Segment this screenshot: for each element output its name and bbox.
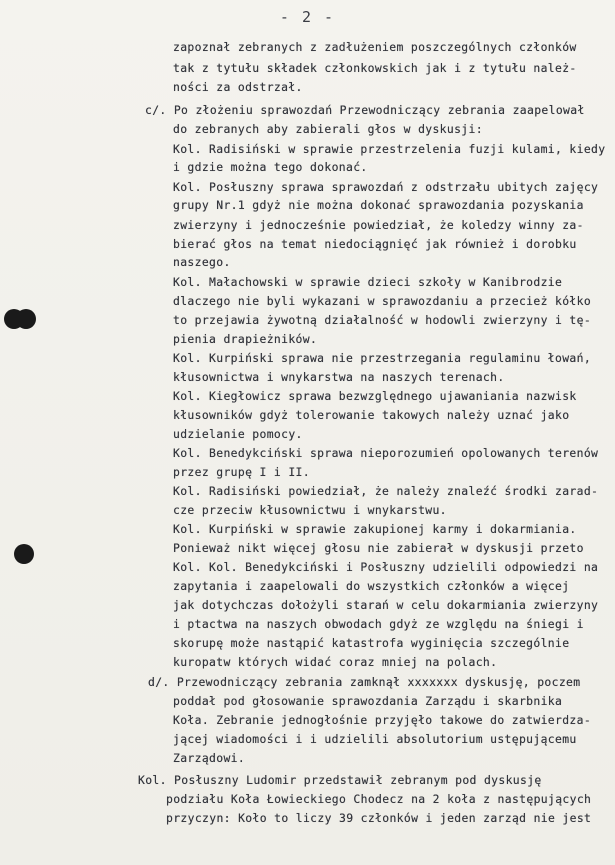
text-line: przez grupę I i II. — [173, 465, 310, 479]
text-line: cze przeciw kłusownictwu i wnykarstwu. — [173, 503, 447, 517]
text-line: tak z tytułu składek członkowskich jak i z tytułu należ- — [173, 61, 577, 75]
text-line: grupy Nr.1 gdyż nie można dokonać sprawozdania pozyskania — [173, 198, 584, 212]
text-line: jącej wiadomości i i udzielili absolutorium ustępującemu — [173, 732, 577, 746]
text-line: Kol. Kiegłowicz sprawa bezwzględnego ujawaniania nazwisk — [173, 389, 577, 403]
text-line: skorupę może nastąpić katastrofa wyginięcia szczególnie — [173, 636, 570, 650]
text-line: dlaczego nie byli wykazani w sprawozdaniu a przecież kółko — [173, 294, 592, 308]
text-line: poddał pod głosowanie sprawozdania Zarządu i skarbnika — [173, 694, 563, 708]
text-line: kuropatw których widać coraz mniej na polach. — [173, 655, 498, 669]
text-line: Kol. Kol. Benedykciński i Posłuszny udzielili odpowiedzi na — [173, 560, 599, 574]
text-line: Ponieważ nikt więcej głosu nie zabierał w dyskusji przeto — [173, 541, 584, 555]
text-line: kłusowników gdyż tolerowanie takowych należy uznać jako — [173, 408, 570, 422]
text-line: do zebranych aby zabierali głos w dyskusji: — [173, 122, 483, 136]
text-line: zapytania i zaapelowali do wszystkich członków a więcej — [173, 579, 570, 593]
text-line: ności za odstrzał. — [173, 80, 303, 94]
text-line: c/. Po złożeniu sprawozdań Przewodniczący zebrania zaapelował — [145, 103, 585, 117]
text-line: podziału Koła Łowieckiego Chodecz na 2 koła z następujących — [166, 792, 592, 806]
text-line: jak dotychczas dołożyli starań w celu dokarmiania zwierzyny — [173, 598, 599, 612]
text-line: i gdzie można tego dokonać. — [173, 160, 368, 174]
text-line: Kol. Radisiński w sprawie przestrzelenia fuzji kulami, kiedy — [173, 142, 606, 156]
text-line: d/. Przewodniczący zebrania zamknął xxxxxxx dyskusję, poczem — [148, 675, 581, 689]
text-line: i ptactwa na naszych obwodach gdyż ze względu na śniegi i — [173, 617, 584, 631]
text-line: Kol. Posłuszny sprawa sprawozdań z odstrzału ubitych zajęcy — [173, 180, 599, 194]
text-line: Kol. Małachowski w sprawie dzieci szkoły w Kanibrodzie — [173, 275, 563, 289]
text-line: Kol. Kurpiński sprawa nie przestrzegania regulaminu łowań, — [173, 351, 592, 365]
punch-hole-bottom — [14, 544, 34, 564]
text-line: to przejawia żywotną działalność w hodowli zwierzyny i tę- — [173, 313, 592, 327]
text-line: zapoznał zebranych z zadłużeniem poszczególnych członków — [173, 40, 577, 54]
page-number: - 2 - — [279, 8, 336, 26]
text-line: Kol. Radisiński powiedział, że należy znaleźć środki zarad- — [173, 484, 599, 498]
text-line: przyczyn: Koło to liczy 39 członków i jeden zarząd nie jest — [166, 811, 592, 825]
text-line: udzielanie pomocy. — [173, 427, 303, 441]
punch-hole-middle — [16, 309, 36, 329]
text-line: zwierzyny i jednocześnie powiedział, że koledzy winny za- — [173, 218, 584, 232]
text-line: kłusownictwa i wnykarstwa na naszych terenach. — [173, 370, 505, 384]
text-line: Kol. Benedykciński sprawa nieporozumień opolowanych terenów — [173, 446, 599, 460]
text-line: Kol. Posłuszny Ludomir przedstawił zebranym pod dyskusję — [138, 773, 542, 787]
text-line: Kol. Kurpiński w sprawie zakupionej karmy i dokarmiania. — [173, 522, 577, 536]
text-line: Koła. Zebranie jednogłośnie przyjęło takowe do zatwierdza- — [173, 713, 592, 727]
text-line: bierać głos na temat niedociągnięć jak również i dorobku — [173, 237, 577, 251]
text-line: naszego. — [173, 255, 231, 269]
text-line: pienia drapieżników. — [173, 332, 318, 346]
text-line: Zarządowi. — [173, 751, 246, 765]
